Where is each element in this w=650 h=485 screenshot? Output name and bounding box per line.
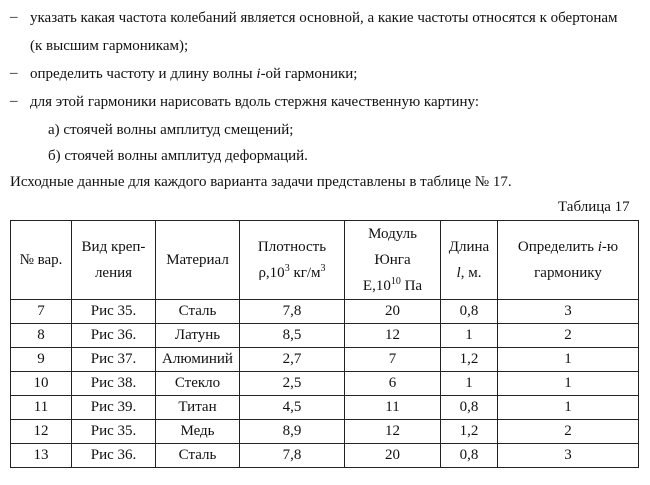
cell-modulus: 20 <box>345 300 441 324</box>
table-header-row <box>11 221 639 300</box>
cell-mount: Рис 35. <box>72 300 156 324</box>
cell-mount: Рис 36. <box>72 324 156 348</box>
cell-length: 1 <box>441 372 498 396</box>
cell-length: 1,2 <box>441 420 498 444</box>
cell-density: 4,5 <box>240 396 345 420</box>
cell-num: 8 <box>11 324 72 348</box>
cell-harmonic: 1 <box>498 396 639 420</box>
bullet-text-1: указать какая частота колебаний является основной, а какие частоты относятся к обертонам <box>30 10 618 26</box>
bullet-dash: – <box>10 93 18 109</box>
cell-length: 0,8 <box>441 444 498 468</box>
cell-material: Титан <box>156 396 240 420</box>
cell-num: 12 <box>11 420 72 444</box>
cell-density: 7,8 <box>240 444 345 468</box>
cell-num: 11 <box>11 396 72 420</box>
cell-material: Медь <box>156 420 240 444</box>
cell-length: 1,2 <box>441 348 498 372</box>
cell-material: Сталь <box>156 444 240 468</box>
table-row <box>11 372 639 396</box>
bullet-dash: – <box>10 9 18 25</box>
subitem-b: б) стоячей волны амплитуд деформаций. <box>48 148 308 164</box>
cell-density: 7,8 <box>240 300 345 324</box>
cell-density: 2,7 <box>240 348 345 372</box>
table-row <box>11 396 639 420</box>
header-length: Длина l, м. <box>441 221 498 300</box>
cell-material: Латунь <box>156 324 240 348</box>
cell-mount: Рис 37. <box>72 348 156 372</box>
cell-mount: Рис 38. <box>72 372 156 396</box>
cell-mount: Рис 39. <box>72 396 156 420</box>
bullet-text-3: для этой гармоники нарисовать вдоль стержня качественную картину: <box>30 94 480 110</box>
cell-harmonic: 2 <box>498 324 639 348</box>
table-row <box>11 300 639 324</box>
cell-length: 0,8 <box>441 396 498 420</box>
intro-paragraph: Исходные данные для каждого варианта задачи представлены в таблице № 17. <box>10 174 512 190</box>
cell-mount: Рис 36. <box>72 444 156 468</box>
cell-harmonic: 2 <box>498 420 639 444</box>
table-caption: Таблица 17 <box>558 199 630 215</box>
cell-harmonic: 3 <box>498 300 639 324</box>
cell-modulus: 11 <box>345 396 441 420</box>
cell-material: Алюминий <box>156 348 240 372</box>
header-density: Плотность $\rho,10^3$ $кг/м^3$ <box>240 221 345 300</box>
cell-length: 0,8 <box>441 300 498 324</box>
header-variant-number: № вар. <box>11 221 72 300</box>
cell-material: Стекло <box>156 372 240 396</box>
bullet-dash: – <box>10 65 18 81</box>
cell-modulus: 12 <box>345 420 441 444</box>
cell-num: 10 <box>11 372 72 396</box>
cell-modulus: 6 <box>345 372 441 396</box>
cell-num: 9 <box>11 348 72 372</box>
cell-num: 13 <box>11 444 72 468</box>
cell-harmonic: 1 <box>498 372 639 396</box>
table-row <box>11 420 639 444</box>
subitem-a: а) стоячей волны амплитуд смещений; <box>48 122 294 138</box>
cell-material: Сталь <box>156 300 240 324</box>
table-row <box>11 324 639 348</box>
cell-length: 1 <box>441 324 498 348</box>
cell-harmonic: 1 <box>498 348 639 372</box>
cell-density: 8,5 <box>240 324 345 348</box>
bullet-text-1-cont: (к высшим гармоникам); <box>30 38 189 54</box>
cell-density: 8,9 <box>240 420 345 444</box>
cell-modulus: 7 <box>345 348 441 372</box>
header-mounting: Вид креп- ления <box>72 221 156 300</box>
cell-density: 2,5 <box>240 372 345 396</box>
cell-num: 7 <box>11 300 72 324</box>
cell-modulus: 20 <box>345 444 441 468</box>
table-row <box>11 348 639 372</box>
header-harmonic: Определить i-ю гармонику <box>498 221 639 300</box>
header-material: Материал <box>156 221 240 300</box>
data-table <box>10 220 639 468</box>
header-youngs-modulus: Модуль Юнга $Е,10^{10}$ Па <box>345 221 441 300</box>
table-row <box>11 444 639 468</box>
cell-mount: Рис 35. <box>72 420 156 444</box>
cell-modulus: 12 <box>345 324 441 348</box>
cell-harmonic: 3 <box>498 444 639 468</box>
bullet-text-2: определить частоту и длину волны i-ой гармоники; <box>30 66 358 82</box>
